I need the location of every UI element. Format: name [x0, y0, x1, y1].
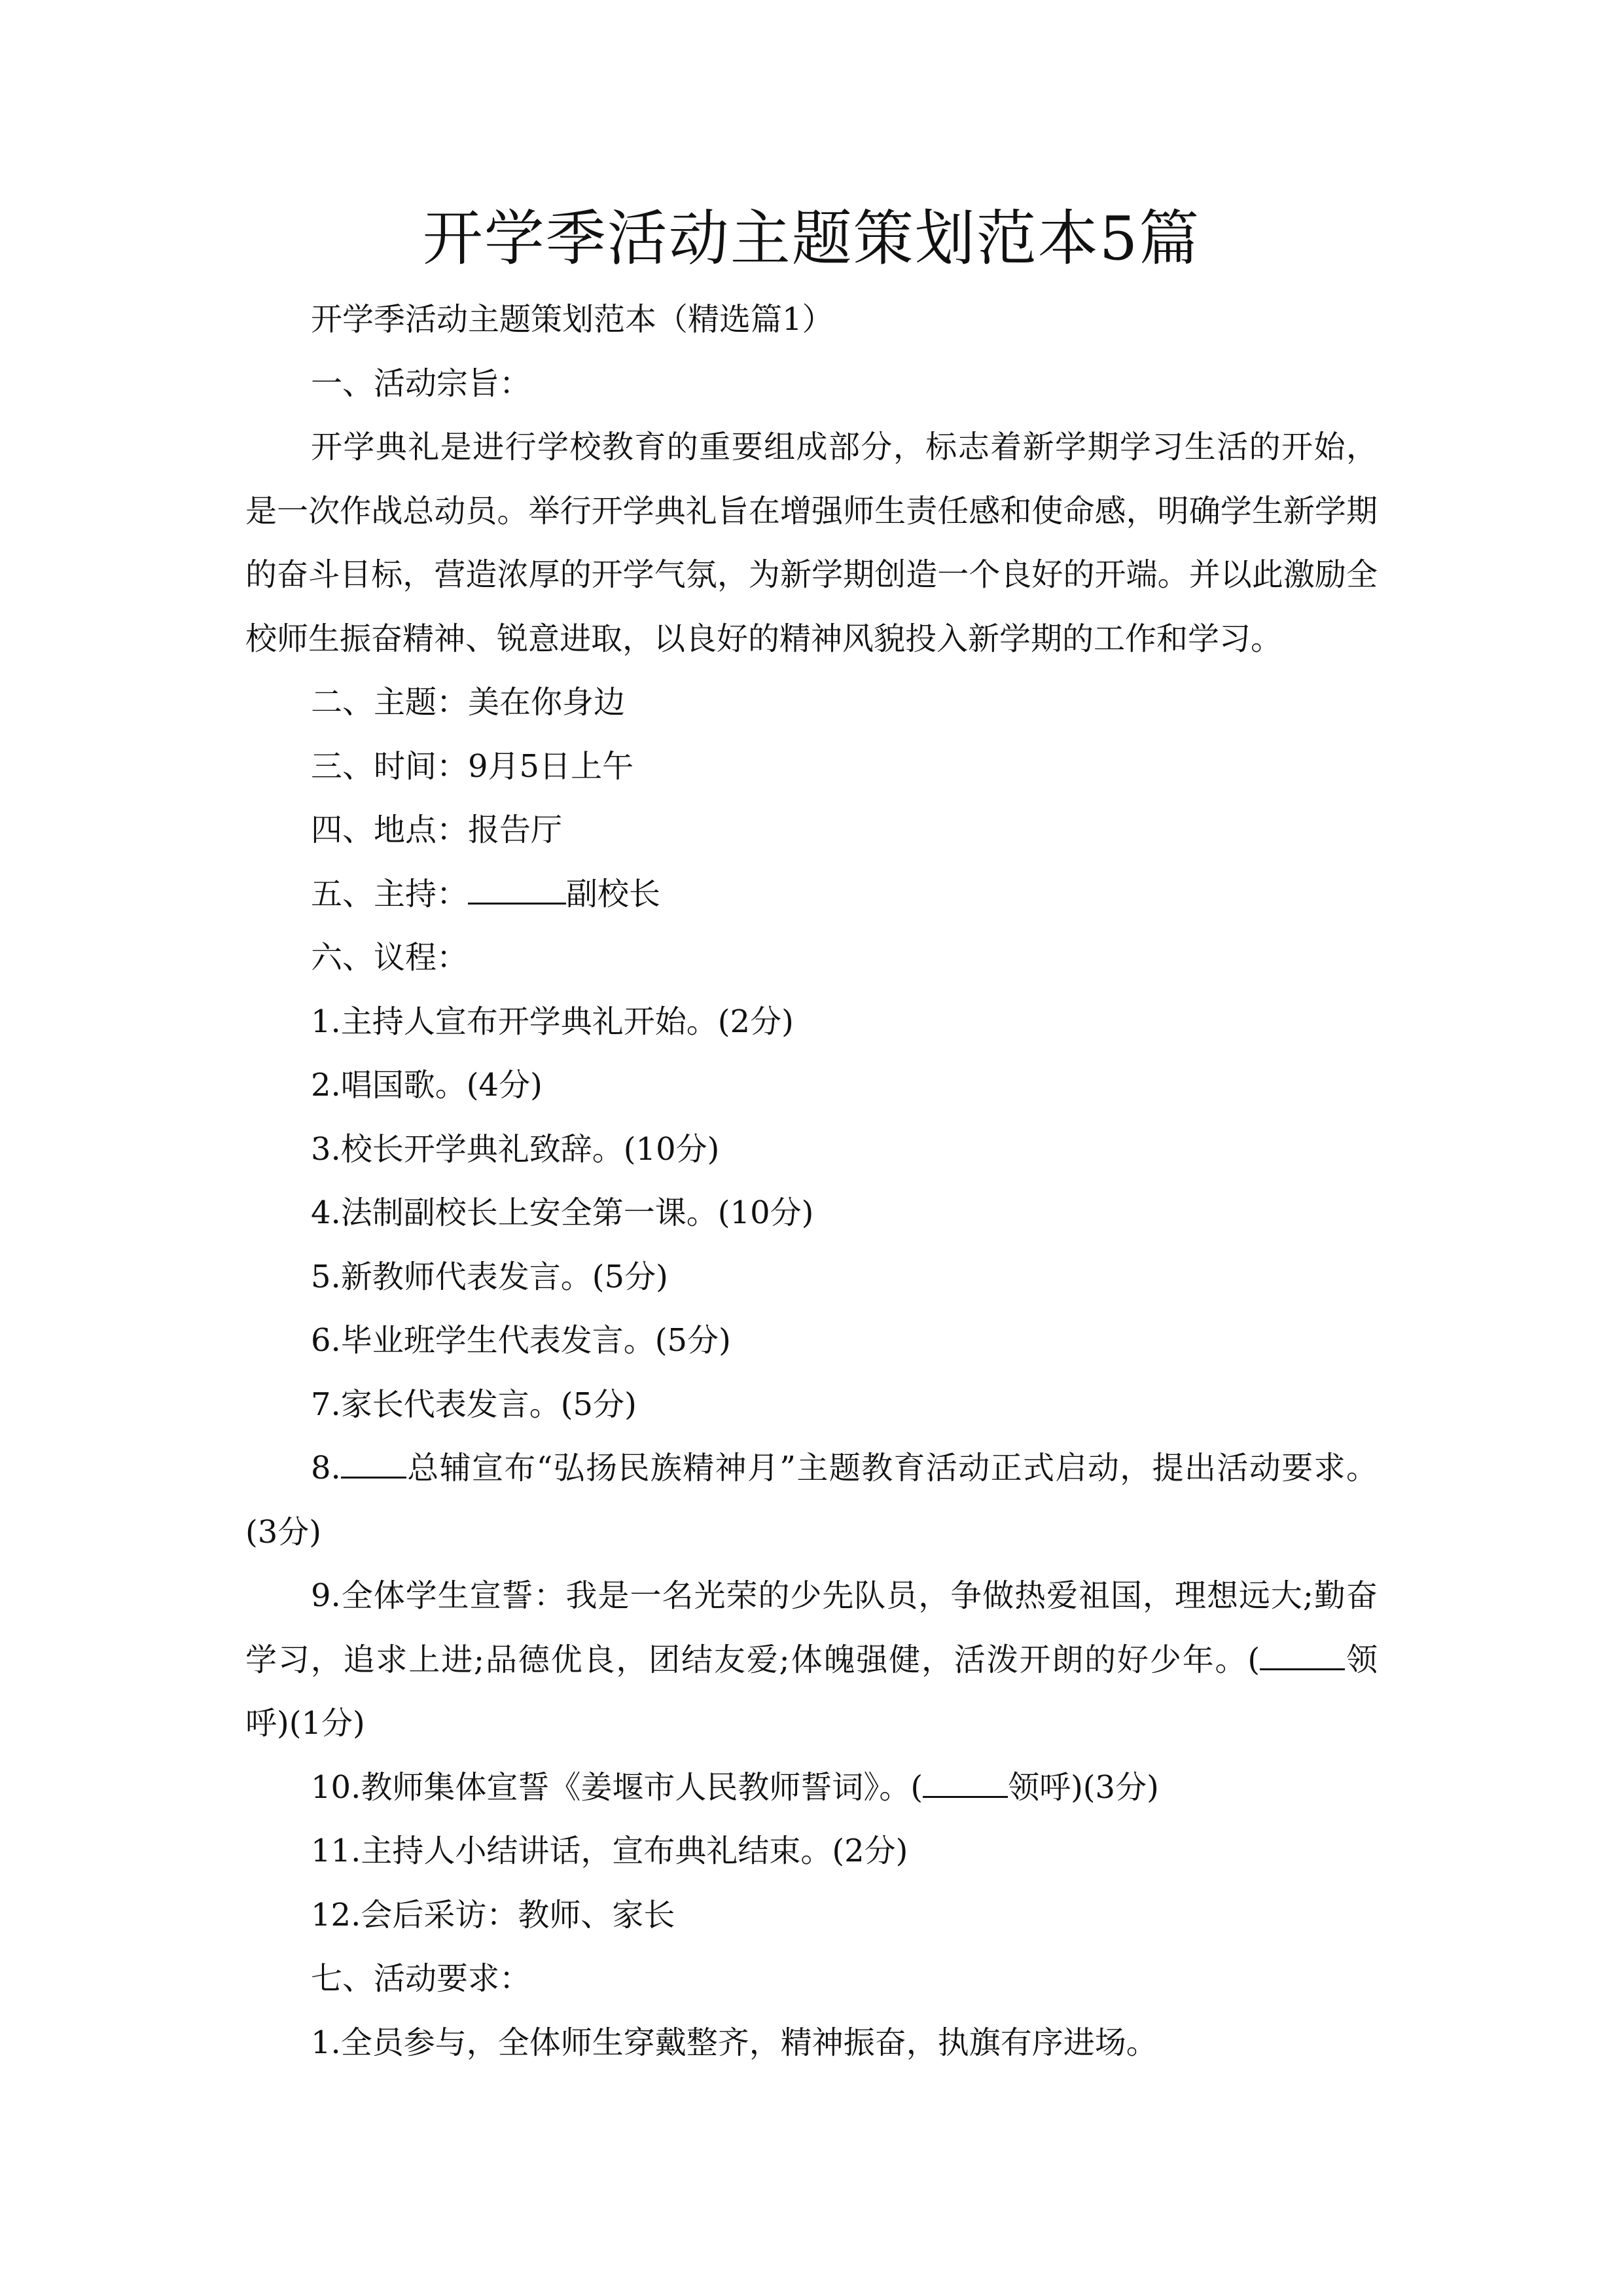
agenda-item-6: 6.毕业班学生代表发言。(5分) [311, 1322, 731, 1359]
agenda-item-10-suffix: 领呼)(3分) [1008, 1768, 1159, 1806]
agenda-item-11: 11.主持人小结讲话，宣布典礼结束。(2分) [311, 1833, 908, 1869]
agenda-heading: 六、议程： [311, 939, 469, 976]
agenda-item-10-text: 10.教师集体宣誓《姜堰市人民教师誓词》。( [311, 1768, 923, 1806]
document-title: 开学季活动主题策划范本5篇 [422, 204, 1201, 274]
agenda-item-5: 5.新教师代表发言。(5分) [311, 1258, 668, 1295]
purpose-paragraph: 开学典礼是进行学校教育的重要组成部分，标志着新学期学习生活的开始，是一次作战总动员。举行开学典礼旨在增强师生责任感和使命感，明确学生新学期的奋斗目标，营造浓厚的开学气氛，为新学期创造一个良好的开端。并以此激励全校师生振奋精神、锐意进取，以良好的精神风貌投入新学期的工作和学习。 [245, 429, 1378, 657]
host-blank [468, 871, 566, 905]
host-line [245, 863, 1378, 927]
agenda-item-7: 7.家长代表发言。(5分) [311, 1386, 637, 1423]
agenda-item-8-number: 8. [311, 1450, 341, 1486]
document-body [245, 288, 1378, 2075]
host-label: 五、主持： [311, 875, 469, 912]
agenda-item-10 [245, 1756, 1378, 1820]
agenda-item-9 [245, 1564, 1378, 1756]
agenda-item-1: 1.主持人宣布开学典礼开始。(2分) [311, 1003, 794, 1040]
subtitle: 开学季活动主题策划范本（精选篇1） [311, 301, 834, 338]
agenda-item-3: 3.校长开学典礼致辞。(10分) [311, 1130, 720, 1168]
location-line: 四、地点：报告厅 [311, 812, 563, 848]
time-line: 三、时间：9月5日上午 [311, 747, 634, 785]
requirement-item-1: 1.全员参与，全体师生穿戴整齐，精神振奋，执旗有序进场。 [311, 2024, 1158, 2061]
host-role: 副校长 [566, 875, 661, 912]
agenda-item-4: 4.法制副校长上安全第一课。(10分) [311, 1194, 814, 1231]
agenda-item-8-text: 总辅宣布“弘扬民族精神月”主题教育活动正式启动，提出活动要求。(3分) [245, 1450, 1378, 1551]
agenda-item-8 [245, 1437, 1378, 1564]
requirements-heading: 七、活动要求： [311, 1960, 531, 1997]
agenda-item-8-blank [341, 1445, 406, 1479]
agenda-item-9-text: 9.全体学生宣誓：我是一名光荣的少先队员，争做热爱祖国，理想远大;勤奋学习，追求上进;品德优良，团结友爱;体魄强健，活泼开朗的好少年。( [245, 1577, 1378, 1678]
agenda-item-10-blank [923, 1765, 1008, 1798]
agenda-item-12: 12.会后采访：教师、家长 [311, 1896, 675, 1933]
purpose-heading: 一、活动宗旨： [311, 365, 531, 402]
agenda-item-9-suffix: 领呼)(1分) [245, 1641, 1378, 1742]
agenda-item-2: 2.唱国歌。(4分) [311, 1067, 543, 1103]
theme-line: 二、主题：美在你身边 [311, 684, 626, 721]
agenda-item-9-blank [1260, 1637, 1345, 1670]
